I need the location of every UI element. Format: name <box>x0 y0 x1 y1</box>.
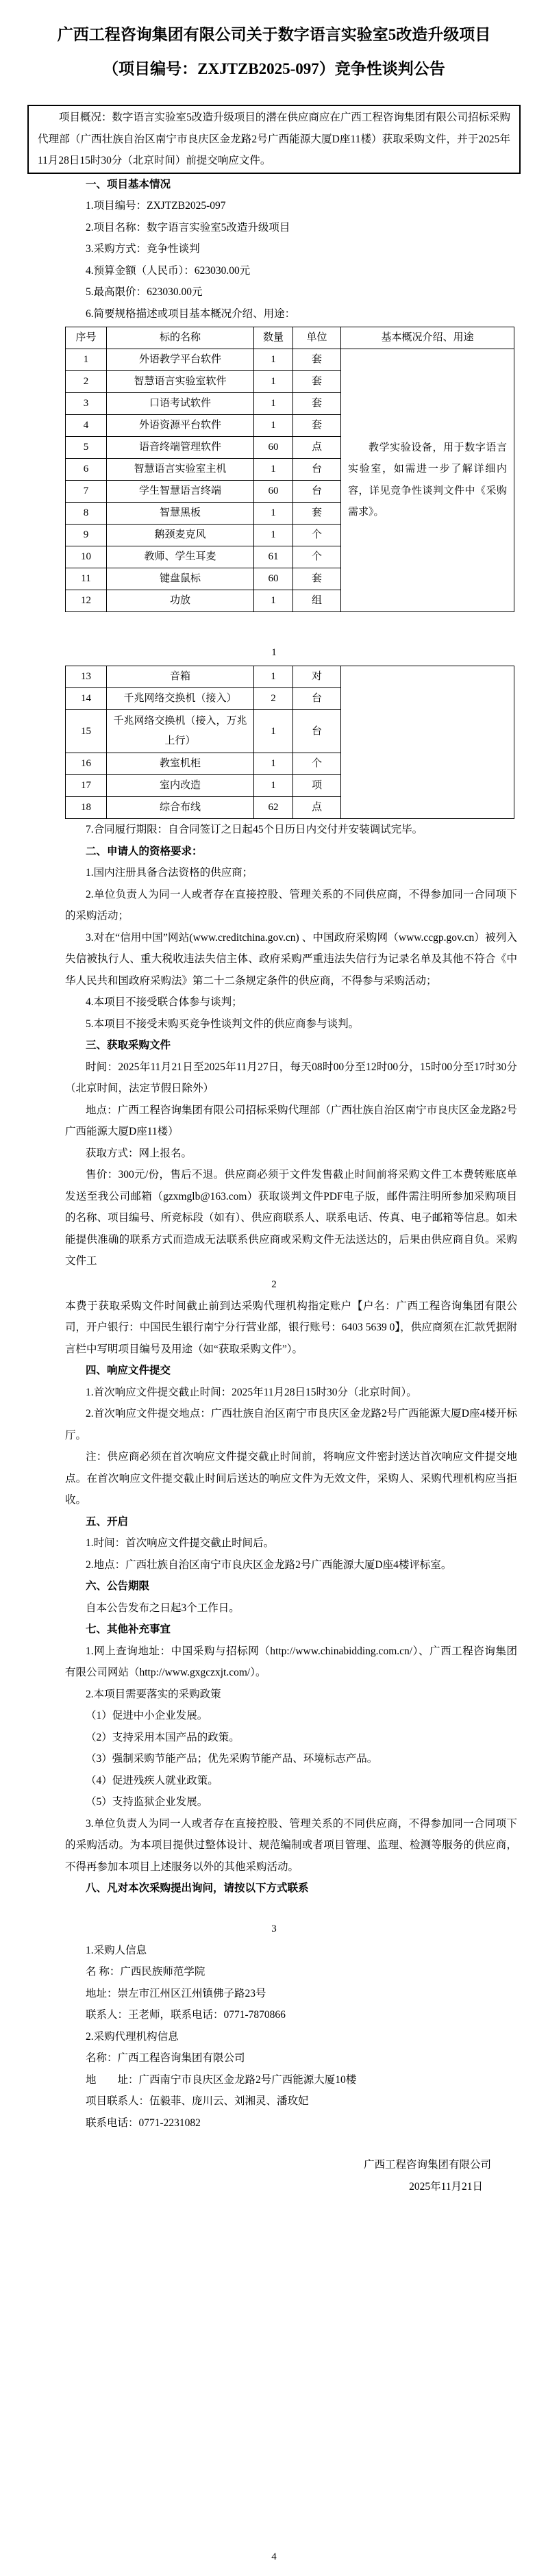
table-cell: 千兆网络交换机（接入，万兆上行） <box>107 710 254 753</box>
table-cell: 60 <box>254 568 293 590</box>
table-cell: 17 <box>66 775 107 797</box>
table-cell: 个 <box>293 753 341 775</box>
table-cell: 教室机柜 <box>107 753 254 775</box>
paragraph: 1.时间：首次响应文件提交截止时间后。 <box>86 1537 275 1549</box>
table-cell: 1 <box>254 525 293 546</box>
paragraph: 1.首次响应文件提交截止时间：2025年11月28日15时30分（北京时间）。 <box>86 1386 417 1398</box>
section-3-heading: 三、获取采购文件 <box>86 1039 171 1051</box>
section-7-heading: 七、其他补充事宜 <box>86 1624 171 1635</box>
paragraph: 获取方式：网上报名。 <box>86 1147 192 1159</box>
paragraph: 本费于获取采购文件时间截止前到达采购代理机构指定账户【户名：广西工程咨询集团有限公司，开户银行：中国民生银行南宁分行营业部，银行账号：6403 5639 0】，供应商须在汇款凭据附言栏中写明项目编号及用途（如“获取采购文件”）。 <box>65 1300 517 1355</box>
table-cell: 1 <box>254 393 293 415</box>
table-description-cell: 教学实验设备，用于数字语言实验室，如需进一步了解详细内容，详见竞争性谈判文件中《采购需求》。 <box>341 349 514 612</box>
paragraph: 2.首次响应文件提交地点：广西壮族自治区南宁市良庆区金龙路2号广西能源大厦D座4楼开标厅。 <box>65 1408 517 1441</box>
table-header-cell: 基本概况介绍、用途 <box>341 327 514 349</box>
table-cell: 智慧黑板 <box>107 503 254 525</box>
table-cell: 音箱 <box>107 666 254 688</box>
paragraph: （3）强制采购节能产品；优先采购节能产品、环境标志产品。 <box>86 1753 378 1765</box>
paragraph: 联系电话：0771-2231082 <box>86 2117 201 2129</box>
table-cell: 套 <box>293 568 341 590</box>
paragraph: 地点：广西工程咨询集团有限公司招标采购代理部（广西壮族自治区南宁市良庆区金龙路2号广西能源大厦D座11楼） <box>65 1104 517 1137</box>
table-cell: 教师、学生耳麦 <box>107 546 254 568</box>
paragraph: 项目联系人：伍毅菲、庞川云、刘湘灵、潘玫妃 <box>86 2095 309 2107</box>
table-cell: 外语教学平台软件 <box>107 349 254 371</box>
table-cell: 5 <box>66 437 107 459</box>
table-cell: 1 <box>254 753 293 775</box>
spec-table-page2 <box>65 666 514 819</box>
paragraph: 2.采购代理机构信息 <box>86 2030 179 2043</box>
title-line-2: （项目编号：ZXJTZB2025-097）竞争性谈判公告 <box>103 60 445 77</box>
table-description-cell <box>341 666 514 819</box>
table-header-cell: 序号 <box>66 327 107 349</box>
table-cell: 1 <box>254 371 293 393</box>
table-cell: 点 <box>293 437 341 459</box>
table-header-cell: 标的名称 <box>107 327 254 349</box>
table-cell: 台 <box>293 459 341 481</box>
table-cell: 7 <box>66 481 107 503</box>
section-1-heading: 一、项目基本情况 <box>86 178 171 190</box>
section-4-heading: 四、响应文件提交 <box>86 1365 171 1376</box>
table-cell: 15 <box>66 710 107 753</box>
table-cell: 学生智慧语言终端 <box>107 481 254 503</box>
signature-company: 广西工程咨询集团有限公司 <box>363 2159 491 2171</box>
table-cell: 14 <box>66 688 107 710</box>
table-cell: 18 <box>66 797 107 819</box>
paragraph: 自本公告发布之日起3个工作日。 <box>86 1602 240 1614</box>
table-cell: 套 <box>293 503 341 525</box>
paragraph: 2.项目名称：数字语言实验室5改造升级项目 <box>86 221 290 233</box>
table-cell: 鹅颈麦克风 <box>107 525 254 546</box>
table-cell: 1 <box>254 710 293 753</box>
table-cell: 1 <box>254 459 293 481</box>
table-cell: 个 <box>293 546 341 568</box>
paragraph: 2.本项目需要落实的采购政策 <box>86 1688 221 1700</box>
table-cell: 智慧语言实验室主机 <box>107 459 254 481</box>
table-cell: 外语资源平台软件 <box>107 415 254 437</box>
table-cell: 8 <box>66 503 107 525</box>
page-number: 4 <box>271 2551 277 2562</box>
table-cell: 1 <box>254 775 293 797</box>
signature-date: 2025年11月21日 <box>409 2180 483 2193</box>
table-cell: 对 <box>293 666 341 688</box>
section-8-heading: 八、凡对本次采购提出询问，请按以下方式联系 <box>86 1882 309 1894</box>
paragraph: 注：供应商必须在首次响应文件提交截止时间前，将响应文件密封送达首次响应文件提交地点。在首次响应文件提交截止时间后送达的响应文件为无效文件，采购人、采购代理机构应当拒收。 <box>65 1451 517 1506</box>
page-number: 2 <box>271 1278 277 1290</box>
table-cell: 键盘鼠标 <box>107 568 254 590</box>
paragraph: 地 址：广西南宁市良庆区金龙路2号广西能源大厦10楼 <box>86 2073 357 2086</box>
table-cell: 1 <box>254 349 293 371</box>
table-cell: 2 <box>254 688 293 710</box>
table-cell: 个 <box>293 525 341 546</box>
paragraph: 售价：300元/份，售后不退。供应商必须于文件发售截止时间前将采购文件工本费转账底单发送至我公司邮箱（gzxmglb@163.com）获取谈判文件PDF电子版，邮件需注明所参加采购项目的名称、项目编号、所竞标段（如有）、供应商联系人、联系电话、传真、电子邮箱等信息。如未能提供准确的联系方式而造成无法联系供应商或采购文件无法送达的，后果由供应商自负。采购文件工 <box>65 1169 517 1267</box>
paragraph: （2）支持采用本国产品的政策。 <box>86 1731 240 1743</box>
table-cell: 套 <box>293 393 341 415</box>
table-cell: 60 <box>254 481 293 503</box>
paragraph: （4）促进残疾人就业政策。 <box>86 1774 219 1786</box>
table-cell: 套 <box>293 415 341 437</box>
table-cell: 10 <box>66 546 107 568</box>
paragraph: 1.采购人信息 <box>86 1944 147 1956</box>
table-cell: 13 <box>66 666 107 688</box>
paragraph: 名 称：广西民族师范学院 <box>86 1966 206 1978</box>
section-5-heading: 五、开启 <box>86 1515 129 1528</box>
paragraph: （1）促进中小企业发展。 <box>86 1710 208 1721</box>
paragraph: 2.单位负责人为同一人或者存在直接控股、管理关系的不同供应商，不得参加同一合同项下的采购活动； <box>65 888 517 922</box>
table-cell: 1 <box>254 666 293 688</box>
paragraph: 6.简要规格描述或项目基本概况介绍、用途： <box>86 307 296 320</box>
table-cell: 智慧语言实验室软件 <box>107 371 254 393</box>
page-number: 3 <box>271 1923 277 1934</box>
table-cell: 1 <box>254 415 293 437</box>
table-cell: 项 <box>293 775 341 797</box>
table-cell: 11 <box>66 568 107 590</box>
table-cell: 9 <box>66 525 107 546</box>
section-6-heading: 六、公告期限 <box>86 1580 150 1592</box>
table-cell: 千兆网络交换机（接入） <box>107 688 254 710</box>
table-cell: 台 <box>293 710 341 753</box>
paragraph: 7.合同履行期限：自合同签订之日起45个日历日内交付并安装调试完毕。 <box>86 824 423 835</box>
paragraph: 5.本项目不接受未购买竞争性谈判文件的供应商参与谈判。 <box>86 1018 360 1030</box>
table-cell: 套 <box>293 349 341 371</box>
paragraph: 联系人：王老师，联系电话：0771-7870866 <box>86 2009 286 2021</box>
table-row <box>66 349 514 371</box>
table-cell: 1 <box>66 349 107 371</box>
table-cell: 功放 <box>107 590 254 612</box>
section-2-heading: 二、申请人的资格要求： <box>86 845 203 857</box>
paragraph: 时间：2025年11月21日至2025年11月27日，每天08时00分至12时00分，15时00分至17时30分（北京时间，法定节假日除外） <box>65 1061 517 1094</box>
paragraph: 名称：广西工程咨询集团有限公司 <box>86 2052 245 2064</box>
table-row <box>66 666 514 688</box>
table-cell: 点 <box>293 797 341 819</box>
table-header-cell: 数量 <box>254 327 293 349</box>
table-cell: 台 <box>293 481 341 503</box>
table-cell: 台 <box>293 688 341 710</box>
paragraph: 地址：崇左市江州区江州镇佛子路23号 <box>86 1987 266 1999</box>
table-header-cell: 单位 <box>293 327 341 349</box>
paragraph: 3.对在“信用中国”网站(www.creditchina.gov.cn) 、中国政府采购网（www.ccgp.gov.cn）被列入失信被执行人、重大税收违法失信主体、政府采购严重违法失信行为记录名单及其他不符合《中华人民共和国政府采购法》第二十二条规定条件的供应商，不得参与采购活动； <box>65 931 517 987</box>
table-cell: 3 <box>66 393 107 415</box>
table-cell: 室内改造 <box>107 775 254 797</box>
paragraph: 2.地点：广西壮族自治区南宁市良庆区金龙路2号广西能源大厦D座4楼评标室。 <box>86 1558 452 1571</box>
table-cell: 1 <box>254 503 293 525</box>
table-cell: 60 <box>254 437 293 459</box>
table-cell: 12 <box>66 590 107 612</box>
table-cell: 组 <box>293 590 341 612</box>
paragraph: 5.最高限价：623030.00元 <box>86 286 203 298</box>
table-cell: 语音终端管理软件 <box>107 437 254 459</box>
paragraph: 1.项目编号：ZXJTZB2025-097 <box>86 200 226 212</box>
title-line-1: 广西工程咨询集团有限公司关于数字语言实验室5改造升级项目 <box>57 26 491 43</box>
page-title <box>21 18 527 86</box>
page-number: 1 <box>271 647 277 658</box>
table-cell: 2 <box>66 371 107 393</box>
paragraph: 4.本项目不接受联合体参与谈判； <box>86 996 242 1008</box>
paragraph: 1.国内注册具备合法资格的供应商； <box>86 867 253 879</box>
paragraph: 3.采购方式：竞争性谈判 <box>86 243 200 255</box>
table-cell: 口语考试软件 <box>107 393 254 415</box>
paragraph: （5）支持监狱企业发展。 <box>86 1796 208 1808</box>
paragraph: 3.单位负责人为同一人或者存在直接控股、管理关系的不同供应商，不得参加同一合同项下的采购活动。为本项目提供过整体设计、规范编制或者项目管理、监理、检测等服务的供应商，不得再参加本项目上述服务以外的其他采购活动。 <box>65 1817 517 1873</box>
table-cell: 16 <box>66 753 107 775</box>
table-cell: 1 <box>254 590 293 612</box>
spec-table-page1 <box>65 327 514 612</box>
table-cell: 61 <box>254 546 293 568</box>
table-cell: 62 <box>254 797 293 819</box>
project-overview-box: 项目概况：数字语言实验室5改造升级项目的潜在供应商应在广西工程咨询集团有限公司招标采购代理部（广西壮族自治区南宁市良庆区金龙路2号广西能源大厦D座11楼）获取采购文件，并于2025年11月28日15时30分（北京时间）前提交响应文件。 <box>27 105 521 174</box>
table-cell: 6 <box>66 459 107 481</box>
table-cell: 4 <box>66 415 107 437</box>
paragraph: 4.预算金额（人民币）：623030.00元 <box>86 264 251 277</box>
table-cell: 套 <box>293 371 341 393</box>
paragraph: 1.网上查询地址：中国采购与招标网（http://www.chinabidding.com.cn/）、广西工程咨询集团有限公司网站（http://www.gxgczxjt.com/）。 <box>65 1645 517 1678</box>
table-cell: 综合布线 <box>107 797 254 819</box>
